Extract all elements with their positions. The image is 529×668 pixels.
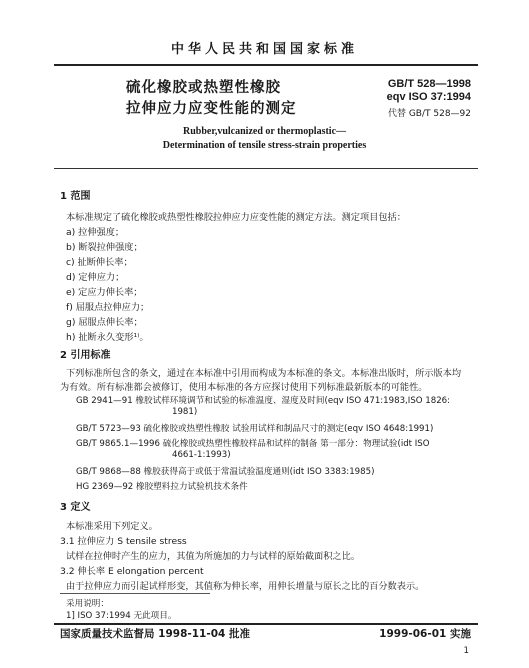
section-1-item-a: a) 拉伸强度； xyxy=(66,227,125,238)
section-1-heading: 1 范围 xyxy=(60,191,91,202)
definition-3-2-heading: 3.2 伸长率 E elongation percent xyxy=(60,566,204,577)
standard-code: GB/T 528—1998 xyxy=(387,78,471,90)
reference-1-continued: 1981) xyxy=(172,407,198,417)
equivalent-standard: eqv ISO 37:1994 xyxy=(386,91,471,103)
section-3-intro: 本标准采用下列定义。 xyxy=(66,521,158,532)
section-2-heading: 2 引用标准 xyxy=(60,350,111,361)
reference-3: GB/T 9865.1—1996 硫化橡胶或热塑性橡胶样品和试样的制备 第一部分：物理试验(idt ISO xyxy=(76,439,430,449)
section-3-heading: 3 定义 xyxy=(60,502,91,513)
approval-statement: 国家质量技术监督局 1998-11-04 批准 xyxy=(60,628,250,640)
section-1-item-g: g) 屈服点伸长率； xyxy=(66,317,143,328)
definition-3-1-heading: 3.1 拉伸应力 S tensile stress xyxy=(60,536,187,547)
footer-rule xyxy=(54,623,478,625)
reference-5: HG 2369—92 橡胶塑料拉力试验机技术条件 xyxy=(76,482,248,492)
footnote-label: 采用说明： xyxy=(66,599,109,609)
page-number: 1 xyxy=(463,646,469,656)
reference-4: GB/T 9868—88 橡胶获得高于或低于常温试验温度通则(idt ISO 3383:1985) xyxy=(76,467,375,477)
footnote-text: 1] ISO 37:1994 无此项目。 xyxy=(66,611,177,621)
definition-3-2-text: 由于拉伸应力而引起试样形变，其值称为伸长率，用伸长增量与原长之比的百分数表示。 xyxy=(66,581,425,592)
section-1-item-f: f) 屈服点拉伸应力； xyxy=(66,302,150,313)
section-1-item-b: b) 断裂拉伸强度； xyxy=(66,242,143,253)
section-1-item-c: c) 扯断伸长率； xyxy=(66,257,133,268)
title-rule xyxy=(54,168,478,169)
section-2-paragraph-line-2: 为有效。所有标准都会被修订，使用本标准的各方应探讨使用下列标准最新版本的可能性。 xyxy=(60,382,428,393)
section-1-item-d: d) 定伸应力； xyxy=(66,272,125,283)
definition-3-1-text: 试样在拉伸时产生的应力，其值为所施加的力与试样的原始截面积之比。 xyxy=(66,551,360,562)
reference-1: GB 2941—91 橡胶试样环境调节和试验的标准温度、湿度及时间(eqv ISO 471:1983,ISO 1826: xyxy=(76,396,451,406)
national-standard-heading: 中华人民共和国国家标准 xyxy=(170,42,358,57)
english-title-line-2: Determination of tensile stress-strain properties xyxy=(162,140,367,151)
section-1-intro: 本标准规定了硫化橡胶或热塑性橡胶拉伸应力应变性能的测定方法。测定项目包括： xyxy=(66,212,406,223)
replaced-standard: 代替 GB/T 528—92 xyxy=(387,109,471,119)
reference-2: GB/T 5723—93 硫化橡胶或热塑性橡胶 试验用试样和制品尺寸的测定(eqv ISO 4648:1991) xyxy=(76,424,434,434)
section-2-paragraph-line-1: 下列标准所包含的条文，通过在本标准中引用而构成为本标准的条文。本标准出版时，所示版本均 xyxy=(66,368,462,379)
section-1-item-e: e) 定应力伸长率； xyxy=(66,287,143,298)
english-title-line-1: Rubber,vulcanized or thermoplastic— xyxy=(182,126,347,137)
header-rule xyxy=(54,64,478,66)
implementation-date: 1999-06-01 实施 xyxy=(379,628,471,640)
section-1-item-h: h) 扯断永久变形¹⁾。 xyxy=(66,332,149,343)
reference-3-continued: 4661-1:1993) xyxy=(172,450,231,460)
footnote-rule xyxy=(60,593,210,594)
document-title-line-2: 拉伸应力应变性能的测定 xyxy=(126,101,297,117)
document-title-line-1: 硫化橡胶或热塑性橡胶 xyxy=(126,80,281,96)
